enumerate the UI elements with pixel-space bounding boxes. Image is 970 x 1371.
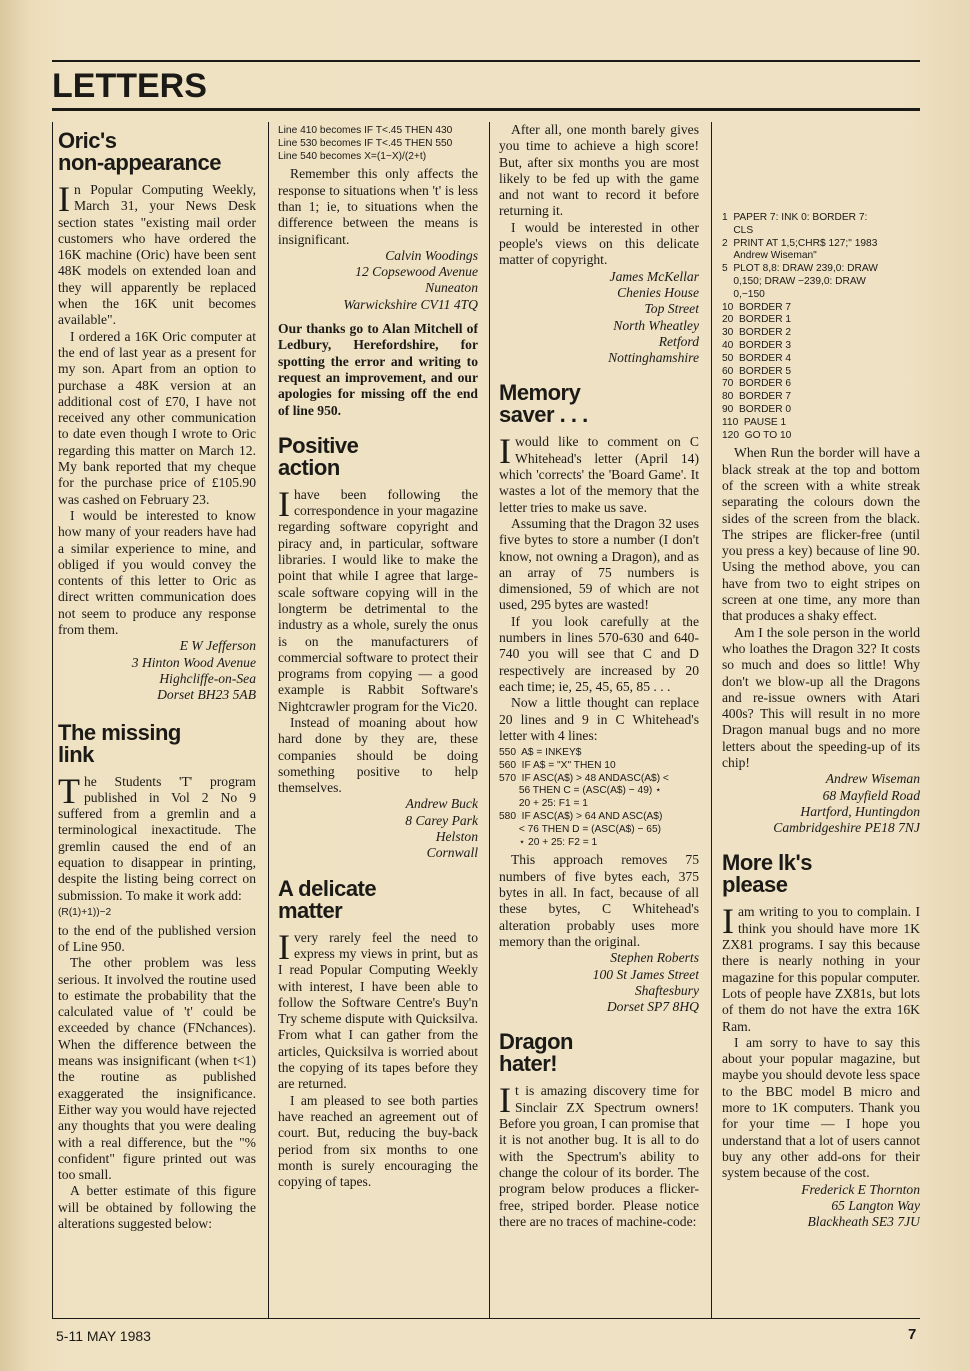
left-frame-rule — [52, 122, 53, 1318]
letter-delicate-matter — [278, 875, 478, 1191]
letter-signature: Stephen Roberts 100 St James Street Shaftesbury Dorset SP7 8HQ — [592, 950, 699, 1015]
letter-paragraph: The other problem was less serious. It involved the routine used to estimate the probability that the calculated value of 't' could be exceeded by chance (FNchances). When the difference between the means was insignificant (when t<1) the routine as published exaggerated the insignificance. Either way you would have rejected any thoughts that you were dealing with a real difference, but the "% confident" figure printed out was too small. — [58, 955, 256, 1183]
letter-memory-saver — [499, 382, 699, 1015]
letter-signature: E W Jefferson 3 Hinton Wood Avenue Highcliffe-on-Sea Dorset BH23 5AB — [131, 638, 256, 703]
drop-cap: I — [278, 483, 290, 524]
letter-headline: Dragon hater! — [499, 1029, 573, 1077]
letter-paragraph: The Students 'T' program published in Vol 2 No 9 suffered from a gremlin and a terminological inexactitude. The gremlin caused the end of an equation to disappear in printing, despite the listing being correct on submission. To make it work add: — [58, 770, 256, 903]
letter-signature: Calvin Woodings 12 Copsewood Avenue Nuneaton Warwickshire CV11 4TQ — [343, 247, 478, 312]
letter-headline: A delicate matter — [278, 875, 377, 923]
letter-headline: More lk's please — [722, 850, 812, 898]
drop-cap: I — [722, 901, 734, 942]
letter-paragraph: After all, one month barely gives you time to achieve a high score! But, after six months you are most likely to be fed up with the game and not want to record it before returning it. — [499, 122, 699, 219]
drop-cap: I — [499, 1080, 511, 1121]
letter-headline: Oric's non-appearance — [58, 128, 221, 175]
letter-paragraph: It is amazing discovery time for Sinclair ZX Spectrum owners! Before you groan, I can promise that it is not another bug. It is all to do with the Spectrum's ability to change the colour of its border. The program below produces a flicker-free, striped border. Please notice there are no traces of machine-code: — [499, 1080, 699, 1229]
letter-missing-link — [58, 719, 256, 1233]
letter-signature: Andrew Buck 8 Carey Park Helston Cornwall — [405, 796, 478, 861]
letter-signature: James McKellar Chenies House Top Street North Wheatley Retford Nottinghamshire — [608, 268, 699, 366]
letter-headline: Memory saver . . . — [499, 380, 588, 428]
drop-cap: T — [58, 770, 80, 811]
column-rule-1 — [268, 122, 269, 1318]
column-1 — [58, 122, 256, 1322]
letter-paragraph: Now a little thought can replace 20 lines and 9 in C Whitehead's letter with 4 lines: — [499, 695, 699, 743]
letter-more-1k — [722, 852, 920, 1230]
letter-paragraph: Iam writing to you to complain. I think you should have more 1K ZX81 programs. I say this because there is nearly nothing in your magazine for this popular computer. Lots of people have ZX81s, but lots of them do not have the extra 16K Ram. — [722, 901, 920, 1034]
column-3 — [499, 122, 699, 1322]
drop-cap: I — [278, 926, 290, 967]
letter-paragraph: I am sorry to have to say this about your popular magazine, but maybe you should devote less space to the BBC model B micro and more to 1K computers. Thank you for your time — I hope you understand that a lot of users cannot buy any other add-ons for their system because of the cost. — [722, 1034, 920, 1181]
letter-headline: Positive action — [278, 432, 359, 480]
code-snippet: 550 A$ = INKEY$ 560 IF A$ = "X" THEN 10 570 IF ASC(A$) > 48 ANDASC(A$) < 56 THEN C = (ASC(A$) − 49) ⋆ 20 + 25: F1 = 1 580 IF ASC(A$) > 64 AND ASC(A$) < 76 THEN D = (ASC(A$) − 65) ⋆ 20 + 25: F2 = 1 — [499, 747, 669, 848]
letter-paragraph: I would be interested to know how many of your readers have had a similar experience to mine, and obliged if you would convey the contents of this letter to Oric as direct written communication does not seem to produce any response from them. — [58, 507, 256, 638]
letter-paragraph: A better estimate of this figure will be obtained by following the alterations suggested below: — [58, 1183, 256, 1232]
column-4 — [722, 122, 920, 1322]
letter-paragraph: When Run the border will have a black streak at the top and bottom of the screen with a white streak separating the colours down the sides of the screen from the black. The stripes are flicker-free (until you press a key) because of line 90. Using the method above, you can have from two to eight stripes on screen at one time, any more than that produces a shaky effect. — [722, 445, 920, 624]
letter-paragraph: I would be interested in other people's views on this delicate matter of copyright. — [499, 219, 699, 268]
code-snippet: (R(1)+1))−2 — [58, 906, 112, 918]
letter-paragraph: Remember this only affects the response to situations when 't' is less than 1; ie, to situations when the difference between the means is insignificant. — [278, 166, 478, 247]
letter-paragraph: Ivery rarely feel the need to express my views in print, but as I read Popular Computing Weekly with interest, I have been able to follow the Software Centre's Buy'n Try scheme dispute with Quicksilva. From what I can gather from the articles, Quicksilva is worried about the copying of its tapes before they are returned. — [278, 926, 478, 1092]
letter-dragon-hater — [499, 1031, 699, 1230]
column-2 — [278, 122, 478, 1322]
header-rule — [52, 108, 920, 111]
top-rule — [52, 60, 920, 62]
code-snippet: 1 PAPER 7: INK 0: BORDER 7: CLS 2 PRINT AT 1,5;CHR$ 127;" 1983 Andrew Wiseman" 5 PLOT 8,8: DRAW 239,0: DRAW 0,150; DRAW −239,0: DRAW 0,−150 10 BORDER 7 20 BORDER 1 30 BORDER 2 40 BORDER 3 50 BORDER 4 60 BORDER 5 70 BORDER 6 80 BORDER 7 90 BORDER 0 110 PAUSE 1 120 GO TO 10 — [722, 212, 878, 441]
letter-positive-action — [278, 432, 478, 862]
letter-paragraph: Ihave been following the correspondence in your magazine regarding software copyright and piracy and, in particular, software libraries. I would like to make the point that while I agree that large-scale software copying will in the longterm be detrimental to the industry as a whole, surely the onus is on the manufacturers of commercial software to protect their programs from copying — a good example is Rabbit Software's Nightcrawler program for the Vic20. — [278, 483, 478, 714]
letter-paragraph: Iwould like to comment on C Whitehead's letter (April 14) which 'corrects' the 'Board Game'. It wastes a lot of the memory that the letter tries to make us save. — [499, 431, 699, 515]
letter-paragraph: Assuming that the Dragon 32 uses five bytes to store a number (I don't know, not owning a Dragon), and as an array of 75 numbers is dimensioned, 59 of which are not used, 295 bytes are wasted! — [499, 515, 699, 613]
issue-date: 5-11 MAY 1983 — [56, 1328, 151, 1344]
letter-headline: The missing link — [58, 719, 181, 767]
column-rule-2 — [489, 122, 490, 1318]
column-rule-3 — [711, 122, 712, 1318]
letter-paragraph: to the end of the published version of Line 950. — [58, 922, 256, 954]
letter-paragraph: Am I the sole person in the world who loathes the Dragon 32? It costs so much and does so little! Why don't we blow-up all the Dragons and re-issue owners with Atari 400s? This will result in no more Dragon manual bugs and no more letters about the speeding-up of its chip! — [722, 624, 920, 770]
editor-note: Our thanks go to Alan Mitchell of Ledbury, Herefordshire, for spotting the error and writing to request an improvement, and our apologies for missing off the end of line 950. — [278, 321, 478, 418]
letter-paragraph: This approach removes 75 numbers of five bytes each, 375 bytes in all. In fact, because of all these bytes, C Whitehead's alteration probably uses more memory than the original. — [499, 852, 699, 949]
letter-paragraph: Instead of moaning about how hard done by they are, these companies should be doing something positive to help themselves. — [278, 715, 478, 796]
drop-cap: I — [58, 179, 70, 219]
section-header: LETTERS — [52, 67, 207, 105]
letter-signature: Frederick E Thornton 65 Langton Way Blackheath SE3 7JU — [801, 1181, 920, 1230]
letter-oric — [58, 130, 256, 704]
drop-cap: I — [499, 431, 511, 472]
letter-paragraph: I ordered a 16K Oric computer at the end of last year as a present for my son. Apart from an option to purchase a 48K version at an additional cost of £70, I have not received any other communication to date even though I wrote to Oric regarding this matter on March 12. My bank reported that my cheque for the purchase price of £105.90 was cashed on February 23. — [58, 328, 256, 507]
letter-paragraph: I am pleased to see both parties have reached an agreement out of court. But, reducing the buy-back period from six months to one month is surely encouraging the copying of tapes. — [278, 1092, 478, 1190]
letter-signature: Andrew Wiseman 68 Mayfield Road Hartford, Huntingdon Cambridgeshire PE18 7NJ — [773, 771, 920, 836]
letter-paragraph: In Popular Computing Weekly, March 31, your News Desk section states "existing mail order customers who have ordered the 16K machine (Oric) have been sent 48K models on extended loan and they will apparently be replaced when the 16K unit becomes available". — [58, 179, 256, 328]
code-snippet: Line 410 becomes IF T<.45 THEN 430 Line 530 becomes IF T<.45 THEN 550 Line 540 becomes X=(1−X)/(2+t) — [278, 125, 453, 162]
letter-paragraph: If you look carefully at the numbers in lines 570-630 and 640-740 you will see that C and D respectively are increased by 20 each time; ie, 25, 45, 65, 85 . . . — [499, 613, 699, 694]
page-number: 7 — [908, 1326, 917, 1343]
